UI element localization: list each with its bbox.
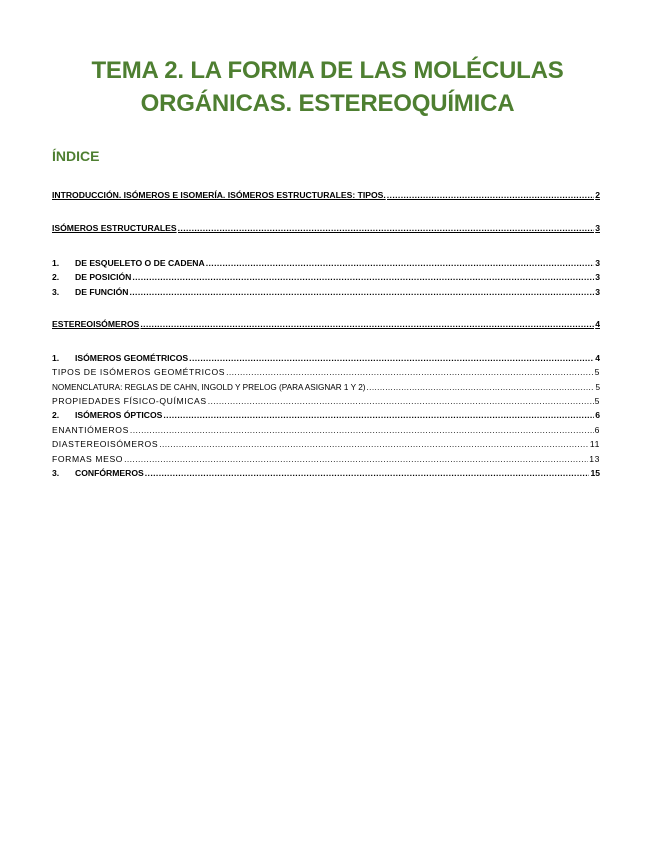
toc-entry-text: DE FUNCIÓN [75,287,129,297]
toc-entry-page: 6 [594,425,600,435]
toc-entry-posicion[interactable] [52,272,600,283]
toc-entry-page: 3 [595,223,600,233]
toc-leader-dots [366,382,594,393]
toc-leader-dots [189,353,594,364]
toc-entry-text: ESTEREOISÓMEROS [52,319,140,329]
toc-leader-dots [124,454,588,465]
toc-entry-page: 3 [595,272,600,282]
toc-leader-dots [129,287,594,298]
toc-leader-dots [132,272,594,283]
toc-entry-isomeros-opticos[interactable] [52,410,600,421]
toc-entry-isomeros-geometricos[interactable] [52,353,600,364]
toc-leader-dots [145,468,590,479]
toc-entry-text: DE POSICIÓN [75,272,132,282]
toc-entry-text: TIPOS DE ISÓMEROS GEOMÉTRICOS [52,367,226,377]
toc-entry-page: 3 [595,287,600,297]
toc-entry-text: ENANTIÓMEROS [52,425,129,435]
toc-entry-isomeros-estructurales[interactable] [52,223,600,234]
toc-leader-dots [178,223,595,234]
toc-entry-text: DE ESQUELETO O DE CADENA [75,258,205,268]
toc-entry-number: 1. [52,258,60,268]
toc-entry-text: INTRODUCCIÓN. ISÓMEROS E ISOMERÍA. ISÓMEROS ESTRUCTURALES: TIPOS. [52,190,386,200]
toc-entry-text: NOMENCLATURA: REGLAS DE CAHN, INGOLD Y PRELOG (PARA ASIGNAR 1 Y 2) [52,383,366,392]
toc-entry-page: 5 [595,383,600,392]
toc-entry-page: 6 [595,410,600,420]
toc-entry-text: PROPIEDADES FÍSICO-QUÍMICAS [52,396,207,406]
toc-entry-propiedades[interactable] [52,396,600,407]
toc-entry-funcion[interactable] [52,287,600,298]
toc-entry-page: 11 [589,439,600,449]
toc-entry-number: 2. [52,410,60,420]
toc-entry-introduccion[interactable] [52,190,600,201]
toc-leader-dots [159,439,589,450]
toc-entry-formas-meso[interactable] [52,454,600,465]
document-title [40,54,615,120]
toc-entry-page: 3 [595,258,600,268]
toc-entry-enantiomeros[interactable] [52,425,600,436]
toc-entry-conformeros[interactable] [52,468,600,479]
title-line-2: ORGÁNICAS. ESTEREOQUÍMICA [140,90,515,117]
toc-leader-dots [226,367,594,378]
toc-entry-page: 4 [595,353,600,363]
toc-entry-text: CONFÓRMEROS [75,468,144,478]
toc-leader-dots [206,258,594,269]
toc-entry-page: 2 [595,190,600,200]
toc-leader-dots [130,425,594,436]
toc-entry-diastereoisomeros[interactable] [52,439,600,450]
toc-entry-tipos-isomeros-geometricos[interactable] [52,367,600,378]
toc-entry-number: 2. [52,272,60,282]
toc-entry-text: ISÓMEROS ÓPTICOS [75,410,163,420]
toc-leader-dots [140,319,594,330]
toc-leader-dots [208,396,594,407]
toc-entry-esqueleto[interactable] [52,258,600,269]
toc-entry-page: 5 [594,367,600,377]
toc-entry-text: ISÓMEROS ESTRUCTURALES [52,223,177,233]
toc-entry-page: 5 [594,396,600,406]
title-line-1: TEMA 2. LA FORMA DE LAS MOLÉCULAS [91,57,564,84]
toc-leader-dots [387,190,594,201]
toc-entry-estereoisomeros[interactable] [52,319,600,330]
toc-entry-page: 15 [590,468,600,478]
toc-entry-text: ISÓMEROS GEOMÉTRICOS [75,353,189,363]
toc-entry-number: 1. [52,353,60,363]
toc-entry-number: 3. [52,468,60,478]
toc-entry-text: DIASTEREOISÓMEROS [52,439,159,449]
toc-entry-text: FORMAS MESO [52,454,124,464]
toc-leader-dots [163,410,594,421]
index-heading: ÍNDICE [52,148,100,164]
toc-entry-nomenclatura[interactable] [52,382,600,393]
toc-entry-page: 4 [595,319,600,329]
toc-entry-page: 13 [589,454,600,464]
toc-entry-number: 3. [52,287,60,297]
